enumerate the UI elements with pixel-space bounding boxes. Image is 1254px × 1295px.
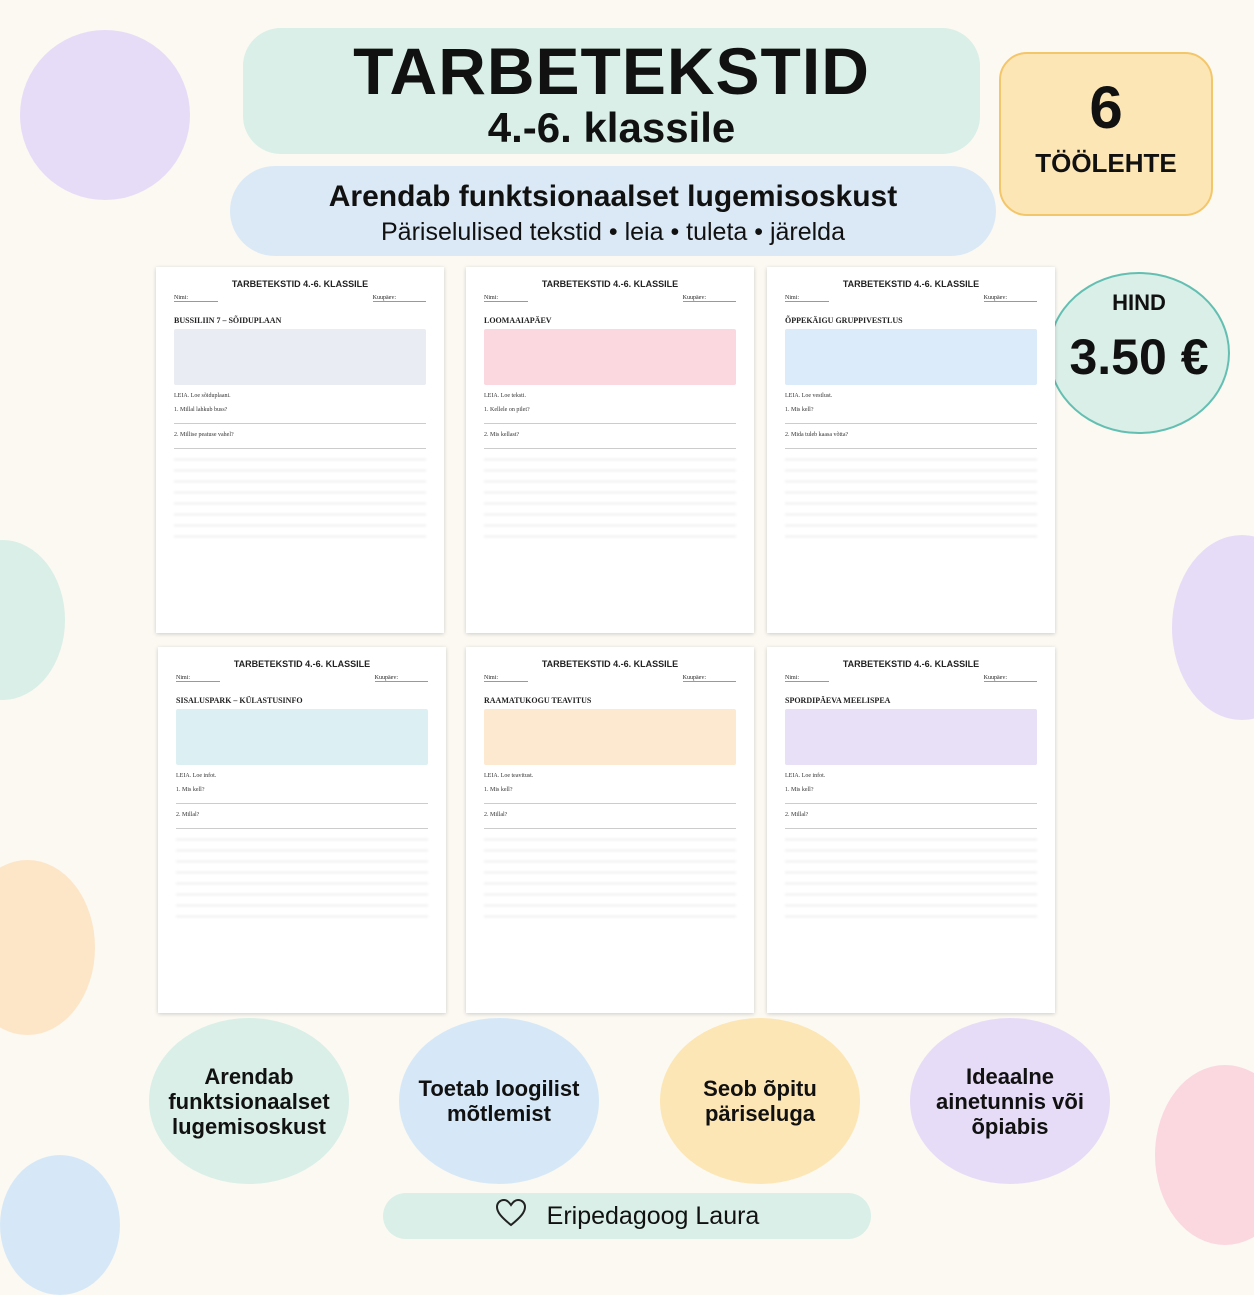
- worksheet-info-box: [174, 329, 426, 385]
- date-label: Kuupäev:: [683, 675, 736, 682]
- worksheet-preview: [466, 267, 754, 633]
- tagline-sub: Päriselulised tekstid • leia • tuleta • järelda: [381, 218, 845, 246]
- worksheet-count-number: 6: [1089, 74, 1123, 141]
- worksheet-header: TARBETEKSTID 4.-6. KLASSILE: [231, 279, 369, 289]
- name-label: Nimi:: [176, 675, 220, 682]
- worksheet-meta: [785, 675, 1037, 682]
- name-label: Nimi:: [785, 675, 829, 682]
- worksheet-question: 2. Millise peatuse vahel?: [174, 432, 234, 438]
- decor-circle: [0, 1155, 120, 1295]
- blurred-content: [158, 839, 446, 917]
- blurred-content: [466, 459, 754, 537]
- feature-text: Seob õpitu päriseluga: [703, 1076, 817, 1126]
- worksheet-question: 1. Mis kell?: [785, 407, 814, 413]
- worksheet-count-badge: [999, 52, 1213, 216]
- worksheet-info-box: [484, 709, 736, 765]
- worksheet-question: LEIA. Loe teavitust.: [484, 773, 534, 779]
- author-footer: [383, 1193, 871, 1239]
- answer-line: [176, 803, 428, 804]
- worksheet-title: ÕPPEKÄIGU GRUPPIVESTLUS: [785, 316, 903, 325]
- date-label: Kuupäev:: [375, 675, 428, 682]
- worksheet-header: TARBETEKSTID 4.-6. KLASSILE: [541, 659, 679, 669]
- feature-bubble: [399, 1018, 599, 1184]
- worksheet-question: LEIA. Loe infot.: [176, 773, 217, 779]
- answer-line: [484, 448, 736, 449]
- answer-line: [785, 423, 1037, 424]
- name-label: Nimi:: [484, 295, 528, 302]
- worksheet-question: LEIA. Loe infot.: [785, 773, 826, 779]
- worksheet-preview: [466, 647, 754, 1013]
- title-banner: [243, 28, 980, 154]
- worksheet-header: TARBETEKSTID 4.-6. KLASSILE: [842, 659, 980, 669]
- worksheet-question: 1. Kellele on pilet?: [484, 407, 530, 413]
- answer-line: [484, 423, 736, 424]
- answer-line: [785, 803, 1037, 804]
- answer-line: [484, 803, 736, 804]
- worksheet-meta: [174, 295, 426, 302]
- worksheet-preview: [767, 267, 1055, 633]
- worksheet-question: 2. Millal?: [176, 812, 200, 818]
- worksheet-question: 1. Mis kell?: [176, 787, 205, 793]
- worksheet-title: RAAMATUKOGU TEAVITUS: [484, 696, 592, 705]
- worksheet-preview: [156, 267, 444, 633]
- worksheet-question: 2. Mis kellast?: [484, 432, 520, 438]
- price-value: 3.50 €: [1069, 329, 1209, 385]
- answer-line: [174, 448, 426, 449]
- author-name: Eripedagoog Laura: [546, 1201, 760, 1230]
- name-label: Nimi:: [484, 675, 528, 682]
- worksheet-question: LEIA. Loe vestlust.: [785, 393, 833, 399]
- worksheet-title: SPORDIPÄEVA MEELISPEA: [785, 696, 891, 705]
- decor-circle: [1172, 535, 1254, 720]
- name-label: Nimi:: [174, 295, 218, 302]
- worksheet-info-box: [176, 709, 428, 765]
- worksheet-title: BUSSILIIN 7 – SÕIDUPLAAN: [174, 316, 282, 325]
- heart-icon: [495, 1198, 547, 1235]
- worksheet-count-label: TÖÖLEHTE: [1035, 148, 1177, 178]
- worksheet-info-box: [484, 329, 736, 385]
- worksheet-preview: [158, 647, 446, 1013]
- worksheet-title: LOOMAAIAPÄEV: [484, 316, 552, 325]
- worksheet-question: 2. Millal?: [484, 812, 508, 818]
- worksheet-question: 1. Mis kell?: [785, 787, 814, 793]
- date-label: Kuupäev:: [984, 675, 1037, 682]
- blurred-content: [466, 839, 754, 917]
- answer-line: [484, 828, 736, 829]
- price-label: HIND: [1112, 290, 1166, 315]
- worksheet-header: TARBETEKSTID 4.-6. KLASSILE: [233, 659, 371, 669]
- name-label: Nimi:: [785, 295, 829, 302]
- date-label: Kuupäev:: [984, 295, 1037, 302]
- tagline-main: Arendab funktsionaalset lugemisoskust: [328, 180, 898, 213]
- tagline-banner: [230, 166, 996, 256]
- blurred-content: [767, 839, 1055, 917]
- feature-bubble: [910, 1018, 1110, 1184]
- worksheet-question: 2. Millal?: [785, 812, 809, 818]
- feature-text: Ideaalne ainetunnis või õpiabis: [936, 1063, 1084, 1139]
- worksheet-meta: [785, 295, 1037, 302]
- worksheet-header: TARBETEKSTID 4.-6. KLASSILE: [842, 279, 980, 289]
- page-title: TARBETEKSTID: [353, 34, 870, 108]
- answer-line: [785, 448, 1037, 449]
- worksheet-preview: [767, 647, 1055, 1013]
- feature-text: Toetab loogilist mõtlemist: [418, 1076, 580, 1126]
- decor-circle: [0, 860, 95, 1035]
- price-badge: [1048, 272, 1230, 434]
- worksheet-question: LEIA. Loe teksti.: [484, 393, 526, 399]
- worksheet-header: TARBETEKSTID 4.-6. KLASSILE: [541, 279, 679, 289]
- blurred-content: [156, 459, 444, 537]
- decor-circle: [1155, 1065, 1254, 1245]
- worksheet-meta: [484, 675, 736, 682]
- worksheet-info-box: [785, 329, 1037, 385]
- decor-circle: [0, 540, 65, 700]
- decor-circle: [20, 30, 190, 200]
- worksheet-question: 1. Mis kell?: [484, 787, 513, 793]
- blurred-content: [767, 459, 1055, 537]
- worksheet-meta: [484, 295, 736, 302]
- feature-bubble: [149, 1018, 349, 1184]
- worksheet-question: 1. Millal lahkub buss?: [174, 407, 228, 413]
- date-label: Kuupäev:: [683, 295, 736, 302]
- date-label: Kuupäev:: [373, 295, 426, 302]
- answer-line: [785, 828, 1037, 829]
- worksheet-title: SISALUSPARK – KÜLASTUSINFO: [176, 696, 303, 705]
- feature-text: Arendab funktsionaalset lugemisoskust: [168, 1063, 330, 1139]
- worksheet-question: 2. Mida tuleb kaasa võtta?: [785, 432, 849, 438]
- answer-line: [176, 828, 428, 829]
- answer-line: [174, 423, 426, 424]
- worksheet-question: LEIA. Loe sõiduplaani.: [174, 393, 231, 399]
- page-subtitle: 4.-6. klassile: [487, 104, 736, 151]
- feature-bubble: [660, 1018, 860, 1184]
- worksheet-info-box: [785, 709, 1037, 765]
- worksheet-meta: [176, 675, 428, 682]
